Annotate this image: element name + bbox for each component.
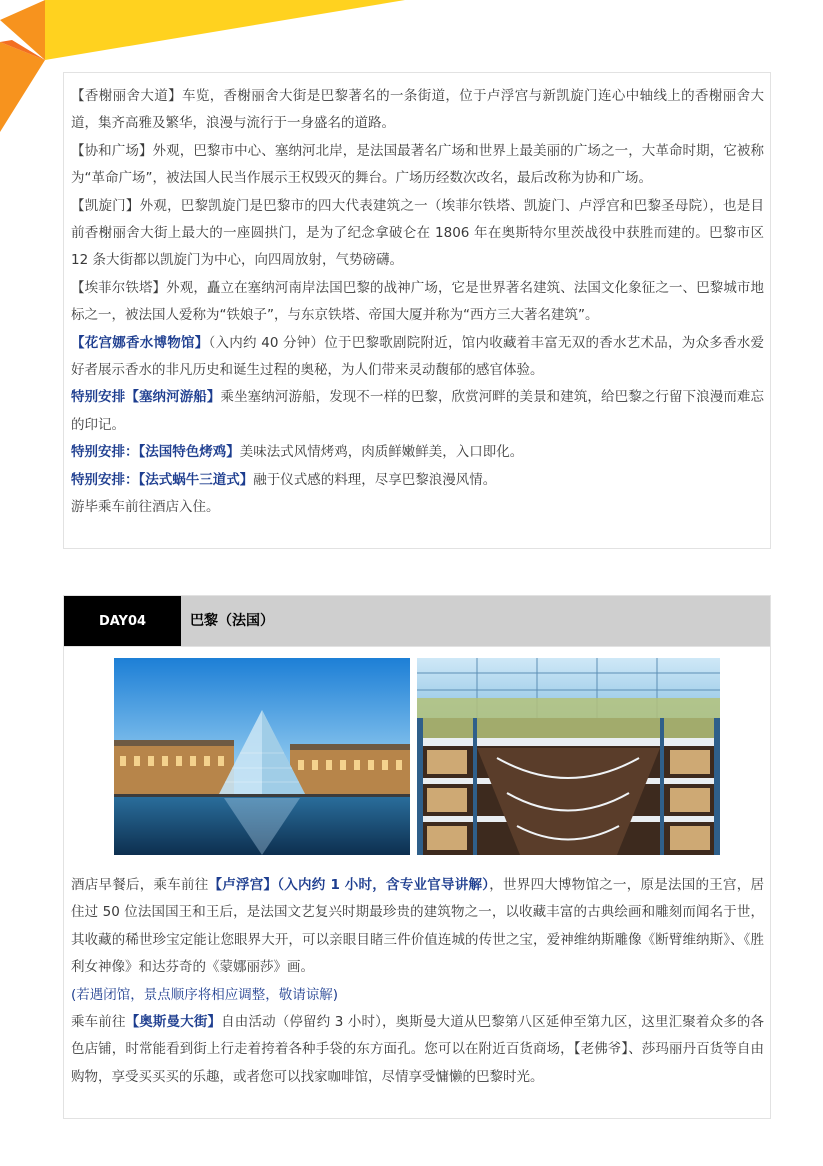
paragraph-title: 特别安排【塞纳河游船】 bbox=[71, 389, 221, 406]
paragraph-escargot bbox=[71, 467, 764, 494]
paragraph-arc-de-triomphe bbox=[71, 193, 764, 275]
paragraph-body: 外观，矗立在塞纳河南岸法国巴黎的战神广场，它是世界著名建筑、法国文化象征之一、巴黎城市地标之一，被法国人爱称为“铁娘子”，与东京铁塔、帝国大厦并称为“西方三大著名建筑”。 bbox=[71, 279, 765, 324]
paragraph-eiffel-tower bbox=[71, 275, 764, 330]
paragraph-body: 乘坐塞纳河游船，发现不一样的巴黎，欣赏河畔的美景和建筑，给巴黎之行留下浪漫而难忘的印记。 bbox=[71, 389, 765, 433]
day-content-block bbox=[63, 647, 771, 1119]
itinerary-text-block bbox=[63, 72, 771, 549]
day-title: 巴黎（法国） bbox=[190, 613, 274, 629]
paragraph-hotel bbox=[71, 494, 764, 521]
paragraph-highlight: 【卢浮宫】（入内约 1 小时，含专业官导讲解） bbox=[208, 877, 490, 893]
paragraph-body: 外观，巴黎市中心、塞纳河北岸，是法国最著名广场和世界上最美丽的广场之一，大革命时期，它被称为“革命广场”，被法国人民当作展示王权毁灭的舞台。广场历经数次改名，最后改称为协和广场。 bbox=[71, 142, 765, 187]
department-store-atrium-photo bbox=[417, 658, 720, 855]
paragraph-body: 酒店早餐后，乘车前往 bbox=[71, 877, 209, 893]
paragraph-title: 特别安排：【法国特色烤鸡】 bbox=[71, 444, 240, 461]
paragraph-body: 自由活动（停留约 3 小时），奥斯曼大道从巴黎第八区延伸至第九区，这里汇聚着众多的各色店铺，时常能看到街上行走着挎着各种手袋的东方面孔。您可以在附近百货商场，【老佛爷】、莎玛丽丹百货等自由购物，享受买买买的乐趣，或者您可以找家咖啡馆，尽情享受慵懒的巴黎时光。 bbox=[71, 1014, 765, 1085]
paragraph-champs-elysees bbox=[71, 83, 764, 138]
paragraph-highlight: 【奥斯曼大街】 bbox=[125, 1014, 222, 1031]
paragraph-roast-chicken bbox=[71, 439, 764, 466]
paragraph-body: ，世界四大博物馆之一，原是法国的王宫，居住过 50 位法国国王和王后，是法国文艺复兴时期最珍贵的建筑物之一，以收藏丰富的古典绘画和雕刻而闻名于世，其收藏的稀世珍宝定能让您眼界大开，可以亲眼目睹三件价值连城的传世之宝，爱神维纳斯雕像《断臂维纳斯》、《胜利女神像》和达芬奇的《蒙娜丽莎》画。 bbox=[71, 877, 765, 976]
paragraph-haussmann bbox=[71, 1009, 764, 1091]
day-header bbox=[63, 595, 771, 647]
paragraph-body: 车览，香榭丽舍大街是巴黎著名的一条街道，位于卢浮宫与新凯旋门连心中轴线上的香榭丽舍大道，集齐高雅及繁华，浪漫与流行于一身盛名的道路。 bbox=[71, 88, 765, 132]
paragraph-body: 美味法式风情烤鸡，肉质鲜嫩鲜美，入口即化。 bbox=[239, 444, 524, 461]
paragraph-body: （入内约 40 分钟）位于巴黎歌剧院附近，馆内收藏着丰富无双的香水艺术品，为众多香水爱好者展示香水的非凡历史和诞生过程的奥秘，为人们带来灵动馥郁的感官体验。 bbox=[71, 334, 764, 379]
paragraph-title: 【埃菲尔铁塔】 bbox=[71, 279, 167, 296]
paragraph-body: 融于仪式感的料理，尽享巴黎浪漫风情。 bbox=[253, 471, 497, 488]
paragraph-concorde bbox=[71, 138, 764, 193]
day-tag: DAY04 bbox=[64, 596, 181, 646]
closure-note: (若遇闭馆，景点顺序将相应调整，敬请谅解) bbox=[71, 986, 339, 1003]
day-description bbox=[71, 872, 764, 1091]
paragraph-fragonard bbox=[71, 330, 764, 385]
paragraph-title: 【花宫娜香水博物馆】 bbox=[71, 334, 209, 351]
paragraph-seine-cruise bbox=[71, 384, 764, 439]
paragraph-body: 外观，巴黎凯旋门是巴黎市的四大代表建筑之一（埃菲尔铁塔、凯旋门、卢浮宫和巴黎圣母院），也是目前香榭丽舍大街上最大的一座圆拱门，是为了纪念拿破仑在 1806 年在奥斯特尔里茨战役中获胜而建的。巴黎市区 12 条大街都以凯旋门为中心，向四周放射，气势磅礴。 bbox=[71, 197, 764, 269]
paragraph-title: 【凯旋门】 bbox=[71, 197, 140, 214]
louvre-pyramid-photo bbox=[114, 658, 410, 855]
paragraph-body: 游毕乘车前往酒店入住。 bbox=[71, 499, 220, 516]
paragraph-title: 【协和广场】 bbox=[71, 142, 153, 159]
paragraph-louvre bbox=[71, 872, 764, 982]
paragraph-title: 特别安排：【法式蜗牛三道式】 bbox=[71, 471, 254, 488]
paragraph-title: 【香榭丽舍大道】 bbox=[71, 88, 182, 104]
paragraph-body: 乘车前往 bbox=[71, 1014, 126, 1031]
